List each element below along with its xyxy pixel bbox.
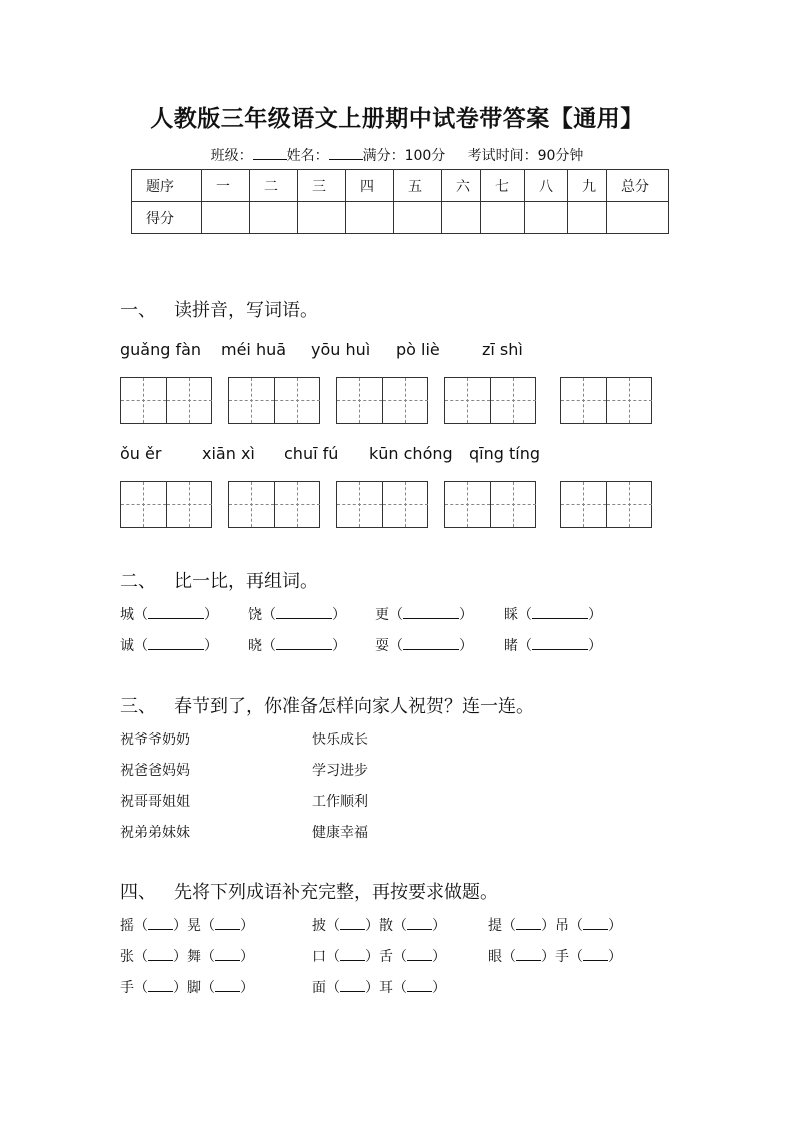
score-cell[interactable] [442,202,481,234]
idiom-item: 手（ ）脚（ ） [120,980,254,996]
writing-grid[interactable] [228,377,320,424]
exam-info [0,145,794,165]
score-header-cell: 八 [525,170,568,202]
section-number: 四、 [120,882,156,903]
char: 面 [312,980,326,996]
char: 提 [488,918,502,934]
writing-grid[interactable] [120,481,212,528]
match-right-item[interactable]: 健康幸福 [312,825,368,841]
pinyin: zī shì [482,340,523,359]
score-row [132,202,669,234]
answer-blank[interactable] [215,978,240,992]
score-header-cell: 一 [202,170,250,202]
exam-time: 考试时间：90分钟 [467,148,584,164]
answer-blank[interactable] [516,916,541,930]
match-left-item[interactable]: 祝爷爷奶奶 [120,732,190,748]
idiom-item: 摇（ ）晃（ ） [120,918,254,934]
section-number: 三、 [120,696,156,717]
writing-grid[interactable] [444,377,536,424]
word-group-item: 诚（ ） [120,638,218,654]
word-group-item: 睬（ ） [504,607,602,623]
score-cell[interactable] [394,202,442,234]
section-title: 比一比，再组词。 [174,571,318,592]
answer-blank[interactable] [148,636,204,650]
full-score: 满分：100分 [362,148,446,164]
char: 摇 [120,918,134,934]
score-header-cell: 六 [442,170,481,202]
pinyin: xiān xì [202,444,255,463]
pinyin: pò liè [396,340,440,359]
char: 城 [120,607,134,623]
answer-blank[interactable] [340,947,365,961]
word-group-item: 城（ ） [120,607,218,623]
char: 吊 [555,918,569,934]
pinyin: chuī fú [284,444,339,463]
answer-blank[interactable] [148,605,204,619]
char: 张 [120,949,134,965]
word-group-item: 睹（ ） [504,638,602,654]
score-cell[interactable] [250,202,298,234]
writing-grid[interactable] [560,377,652,424]
answer-blank[interactable] [532,636,588,650]
word-group-item: 饶（ ） [248,607,346,623]
score-cell[interactable] [481,202,525,234]
answer-blank[interactable] [407,916,432,930]
char: 舌 [379,949,393,965]
score-header-cell: 四 [346,170,394,202]
answer-blank[interactable] [148,916,173,930]
pinyin: yōu huì [311,340,371,359]
answer-blank[interactable] [407,978,432,992]
section-title: 春节到了，你准备怎样向家人祝贺？连一连。 [174,696,534,717]
tianzige-row-1 [120,377,660,423]
section-number: 一、 [120,300,156,321]
score-header-cell: 九 [568,170,607,202]
match-right-item[interactable]: 学习进步 [312,763,368,779]
match-left-item[interactable]: 祝哥哥姐姐 [120,794,190,810]
writing-grid[interactable] [336,481,428,528]
score-header-cell: 总分 [607,170,669,202]
writing-grid[interactable] [444,481,536,528]
char: 散 [379,918,393,934]
char: 饶 [248,607,262,623]
score-cell[interactable] [607,202,669,234]
match-left-item[interactable]: 祝爸爸妈妈 [120,763,190,779]
score-cell[interactable] [568,202,607,234]
answer-blank[interactable] [148,978,173,992]
answer-blank[interactable] [215,916,240,930]
tianzige-row-2 [120,481,660,527]
score-header-cell: 五 [394,170,442,202]
match-right-item[interactable]: 快乐成长 [312,732,368,748]
name-label: 姓名： [286,148,329,164]
answer-blank[interactable] [340,978,365,992]
word-group-item: 晓（ ） [248,638,346,654]
answer-blank[interactable] [403,605,459,619]
score-table [131,169,669,234]
name-blank[interactable] [329,146,363,160]
pinyin: qīng tíng [469,444,540,463]
char: 诚 [120,638,134,654]
section4-heading [120,878,498,904]
writing-grid[interactable] [336,377,428,424]
section-number: 二、 [120,571,156,592]
char: 睬 [504,607,518,623]
char: 手 [120,980,134,996]
char: 晓 [248,638,262,654]
char: 更 [375,607,389,623]
idiom-item: 面（ ）耳（ ） [312,980,446,996]
answer-blank[interactable] [407,947,432,961]
answer-blank[interactable] [276,605,332,619]
char: 披 [312,918,326,934]
writing-grid[interactable] [560,481,652,528]
pinyin: guǎng fàn [120,340,202,359]
score-header-cell: 七 [481,170,525,202]
idiom-item: 眼（ ）手（ ） [488,949,622,965]
answer-blank[interactable] [583,947,608,961]
answer-blank[interactable] [276,636,332,650]
writing-grid[interactable] [120,377,212,424]
score-header-cell: 二 [250,170,298,202]
idiom-item: 提（ ）吊（ ） [488,918,622,934]
pinyin: kūn chóng [369,444,453,463]
char: 眼 [488,949,502,965]
score-cell[interactable] [298,202,346,234]
idiom-item: 披（ ）散（ ） [312,918,446,934]
char: 耳 [379,980,393,996]
pinyin: méi huā [221,340,287,359]
section1-heading [120,296,318,322]
answer-blank[interactable] [148,947,173,961]
char: 舞 [187,949,201,965]
section-title: 先将下列成语补充完整，再按要求做题。 [174,882,498,903]
char: 耍 [375,638,389,654]
char: 口 [312,949,326,965]
section3-heading [120,692,534,718]
score-cell[interactable] [202,202,250,234]
answer-blank[interactable] [516,947,541,961]
answer-blank[interactable] [583,916,608,930]
writing-grid[interactable] [228,481,320,528]
char: 晃 [187,918,201,934]
score-row-label: 得分 [132,202,202,234]
pinyin: ǒu ěr [120,444,162,463]
score-header-cell: 三 [298,170,346,202]
word-group-item: 更（ ） [375,607,473,623]
answer-blank[interactable] [340,916,365,930]
answer-blank[interactable] [403,636,459,650]
word-group-item: 耍（ ） [375,638,473,654]
match-right-item[interactable]: 工作顺利 [312,794,368,810]
match-left-item[interactable]: 祝弟弟妹妹 [120,825,190,841]
score-cell[interactable] [525,202,568,234]
answer-blank[interactable] [215,947,240,961]
page-title: 人教版三年级语文上册期中试卷带答案【通用】 [150,106,644,132]
section2-heading [120,567,318,593]
answer-blank[interactable] [532,605,588,619]
class-label: 班级： [210,148,253,164]
idiom-item: 张（ ）舞（ ） [120,949,254,965]
score-cell[interactable] [346,202,394,234]
score-header-cell: 题序 [132,170,202,202]
score-header-row [132,170,669,202]
char: 睹 [504,638,518,654]
pinyin-row-1 [120,340,720,360]
section-title: 读拼音，写词语。 [174,300,318,321]
char: 脚 [187,980,201,996]
class-blank[interactable] [253,146,287,160]
idiom-item: 口（ ）舌（ ） [312,949,446,965]
pinyin-row-2 [120,444,720,464]
char: 手 [555,949,569,965]
